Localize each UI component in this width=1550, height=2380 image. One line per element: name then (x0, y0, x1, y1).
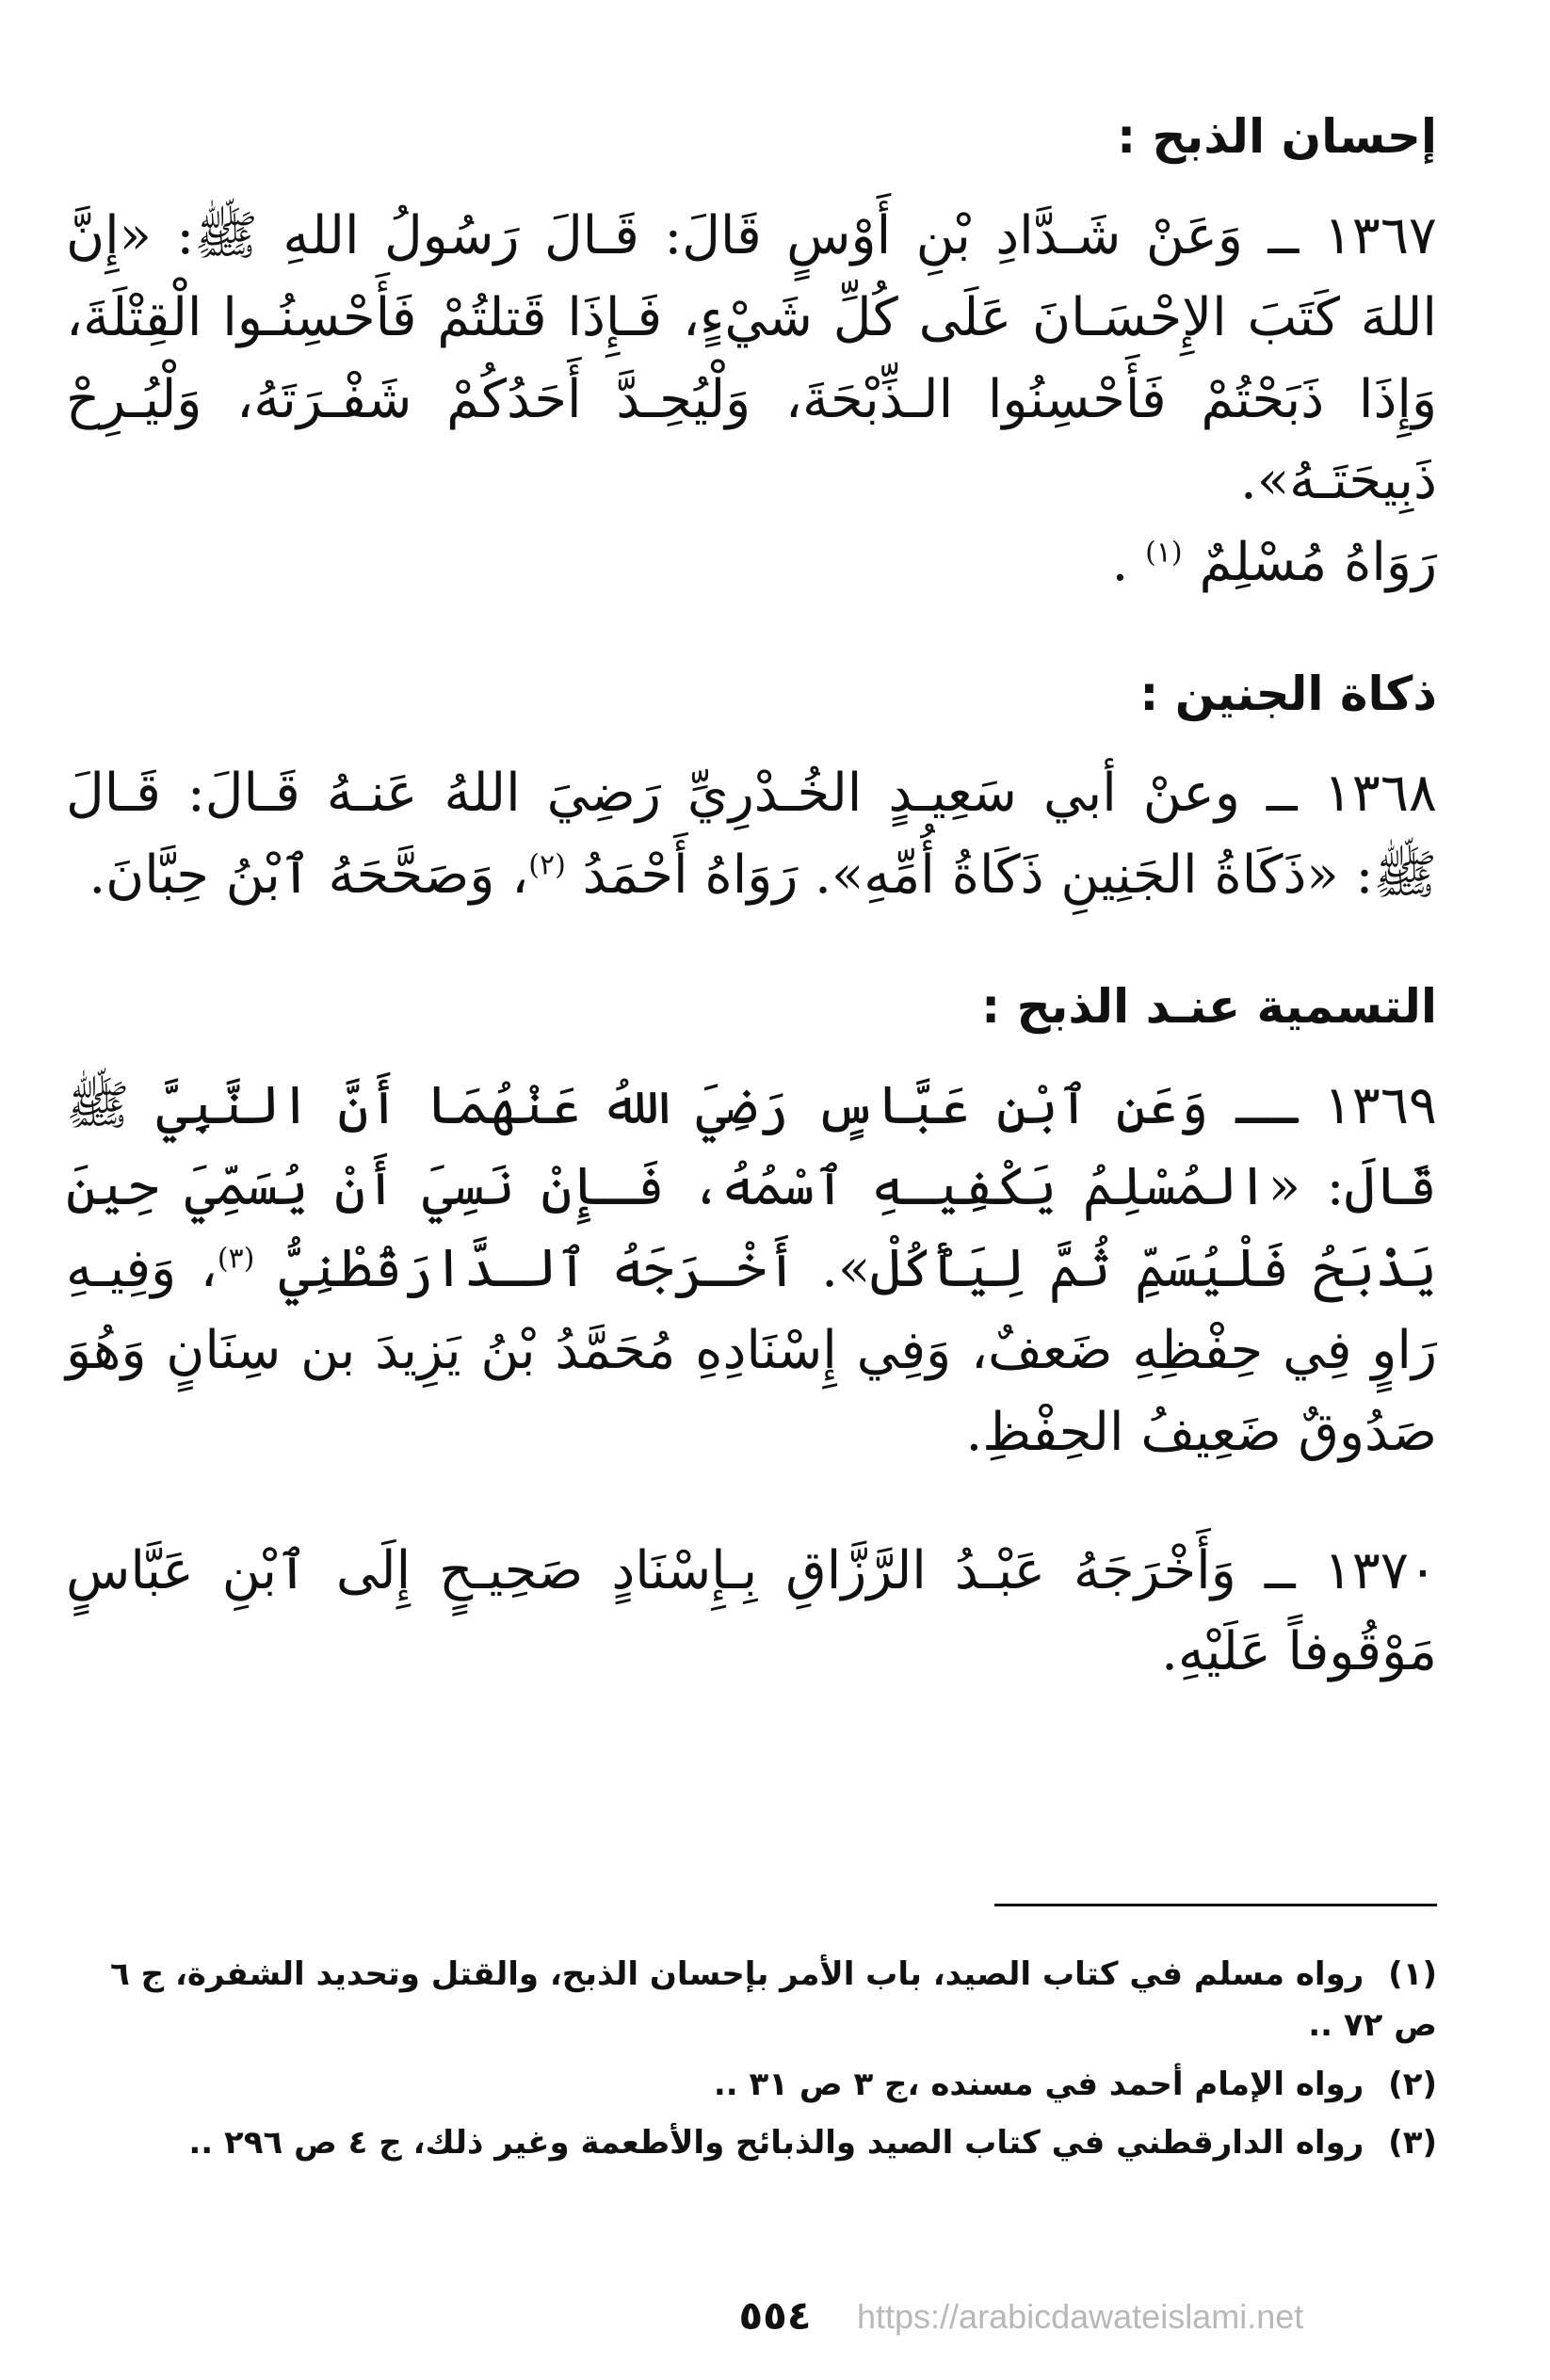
hadith-1369 (66, 1066, 1437, 1474)
hadith-attribution: رَوَاهُ مُسْلِمٌ (1199, 532, 1437, 594)
footnote-number: (١) (1388, 1955, 1437, 1993)
hadith-number: ١٣٦٧ ــ (1267, 205, 1437, 266)
hadith-1367 (66, 196, 1437, 604)
section-heading-dhakat-al-janin: ذكاة الجنين : (1139, 666, 1437, 721)
footnote-2 (66, 2059, 1437, 2110)
hadith-text: وَأَخْرَجَهُ عَبْـدُ الرَّزَّاقِ بِـإِسْنَادٍ صَحِيـحٍ إِلَى ٱبْنِ عَبَّاسٍ مَوْقُوفاً عَلَيْهِ. (66, 1539, 1437, 1683)
section-heading-ihsan-al-dhabh: إحسان الذبح : (1117, 109, 1437, 164)
main-text (66, 104, 1437, 1750)
footnote-number: (٢) (1388, 2065, 1437, 2103)
hadith-attribution-line (66, 523, 1437, 604)
footnote-ref-3[interactable]: (٣) (217, 1242, 255, 1276)
sentence-end: . (1111, 532, 1129, 594)
footnote-ref-2[interactable]: (٢) (528, 848, 566, 882)
footnote-ref-1[interactable]: (١) (1145, 536, 1183, 570)
hadith-number: ١٣٧٠ ــ (1264, 1539, 1437, 1601)
hadith-1368 (66, 753, 1437, 917)
hadith-tail: ، وَصَحَّحَهُ ٱبْنُ حِبَّانَ. (89, 844, 529, 906)
footnote-text: رواه الدارقطني في كتاب الصيد والذبائح والأطعمة وغير ذلك، ج ٤ ص ٢٩٦ .. (188, 2124, 1364, 2163)
hadith-1370 (66, 1531, 1437, 1695)
hadith-number: ١٣٦٨ ــ (1266, 762, 1437, 824)
footnote-divider (994, 1904, 1437, 1906)
hadith-text: وَعَنْ شَـدَّادِ بْنِ أَوْسٍ قَالَ: قَـالَ رَسُولُ اللهِ ﷺ: «إِنَّ اللهَ كَتَبَ الإِحْسَـانَ عَلَى كُلِّ شَيْءٍ، فَـإِذَا قَتلتُمْ فَأَحْسِنُـوا الْقِتْلَةَ، وَإِذَا ذَبَحْتُمْ فَأَحْسِنُوا الـذِّبْحَةَ، وَلْيُحِـدَّ أَحَدُكُمْ شَفْـرَتَهُ، وَلْيُـرِحْ ذَبِيحَتَـهُ». (66, 205, 1437, 512)
hadith-tail: ، وَفِيـهِ رَاوٍ فِي حِفْظِهِ ضَعفٌ، وَفِي إِسْنَادِهِ مُحَمَّدُ بْنُ يَزِيدَ بن سِنَانٍ وَهُوَ صَدُوقٌ ضَعِيفُ الحِفْظِ. (66, 1238, 1437, 1463)
footnote-text: رواه مسلم في كتاب الصيد، باب الأمر بإحسان الذبح، والقتل وتحديد الشفرة، ج ٦ ص ٧٢ .. (110, 1955, 1437, 2045)
hadith-text: وعنْ أبي سَعِيـدٍ الخُـدْرِيِّ رَضِيَ اللهُ عَنـهُ قَـالَ: قَـالَ ﷺ: «ذَكَاةُ الجَنِينِ ذَكَاةُ أُمِّهِ». رَوَاهُ أَحْمَدُ (66, 762, 1437, 906)
watermark-url: https://arabicdawateislami.net (857, 2297, 1304, 2336)
footnote-text: رواه الإمام أحمد في مسنده ،ج ٣ ص ٣١ .. (713, 2065, 1364, 2103)
footnote-1 (66, 1949, 1437, 2051)
hadith-number: ١٣٦٩ ــ (1235, 1074, 1437, 1136)
footnote-3 (66, 2117, 1437, 2168)
page-number: ٥٥٤ (738, 2292, 812, 2339)
section-heading-al-tasmiya: التسمية عنـد الذبح : (981, 978, 1437, 1034)
footnotes (66, 1949, 1437, 2177)
footnote-number: (٣) (1388, 2124, 1437, 2163)
hadith-text: وَعَنِ ٱبْنِ عَبَّاسٍ رَضِيَ اللهُ عَنْهُمَا أَنَّ النَّبِيَّ ﷺ قَالَ: «المُسْلِمُ يَكْفِيـهِ ٱسْمُهُ، فَـإِنْ نَسِيَ أَنْ يُسَمِّيَ حِينَ يَذْبَحُ فَلْيُسَمِّ ثُمَّ لِيَأْكُلْ». أَخْـرَجَهُ ٱلـدَّارَقُطْنِيُّ (66, 1074, 1437, 1300)
